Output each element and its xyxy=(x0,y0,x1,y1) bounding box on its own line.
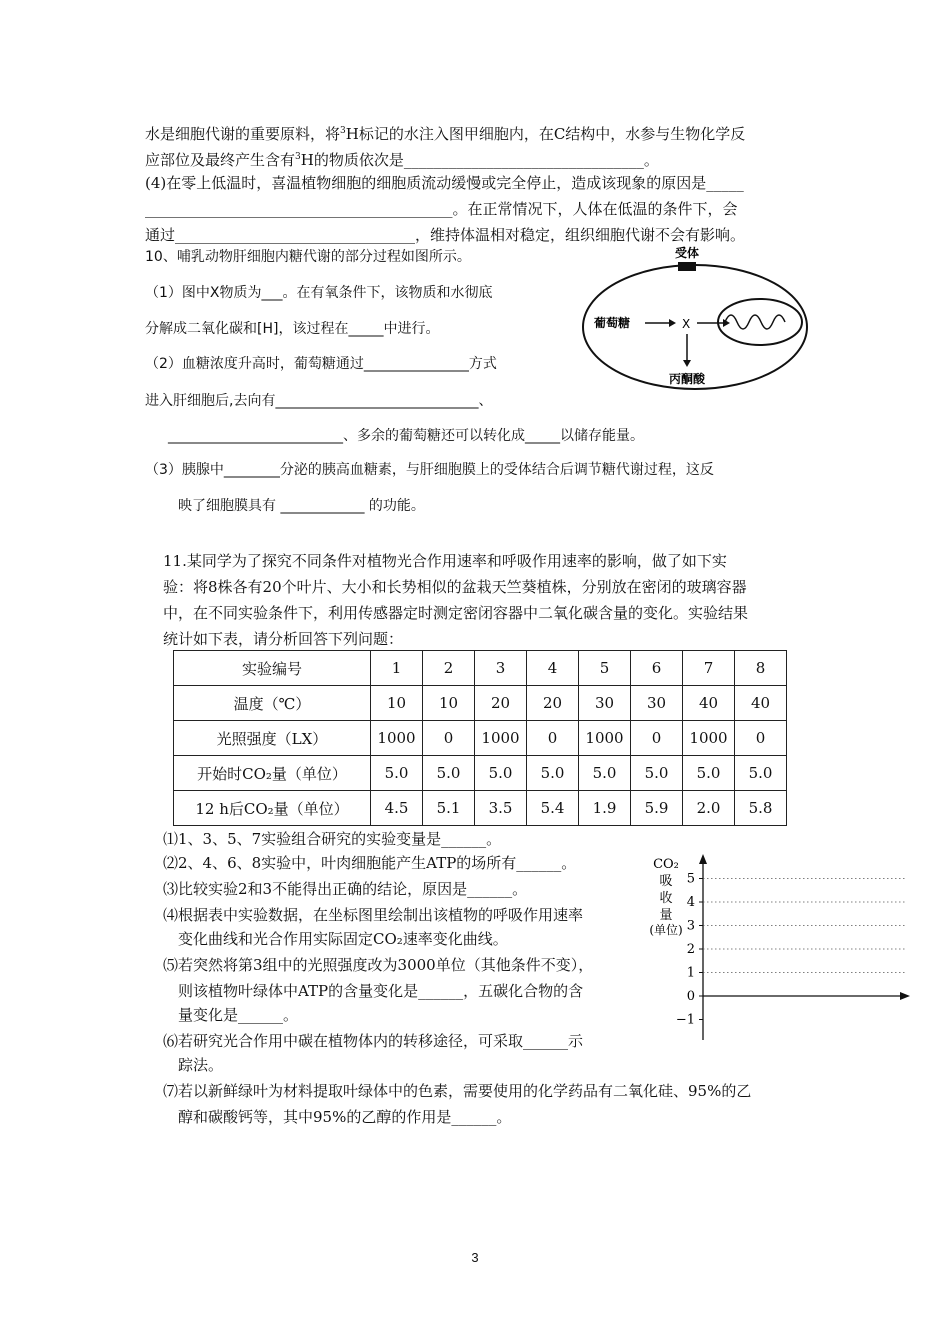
table-cell: 1000 xyxy=(683,721,735,756)
q9-text: 应部位及最终产生含有 xyxy=(145,151,296,169)
table-cell: 3 xyxy=(475,651,527,686)
q11-sub-4b: 变化曲线和光合作用实际固定CO₂速率变化曲线。 xyxy=(178,930,508,948)
pyruvate-label: 丙酮酸 xyxy=(668,372,706,386)
q10-title: 10、哺乳动物肝细胞内糖代谢的部分过程如图所示。 xyxy=(145,249,471,265)
graph-tick-label: 0 xyxy=(686,989,695,1004)
table-row-header: 温度（℃） xyxy=(174,686,371,721)
table-cell: 20 xyxy=(475,686,527,721)
table-cell: 2.0 xyxy=(683,791,735,826)
mitochondrion-cristae xyxy=(725,315,785,329)
table-cell: 0 xyxy=(423,721,475,756)
graph-tick-label: 5 xyxy=(686,871,695,887)
table-cell: 3.5 xyxy=(475,791,527,826)
table-cell: 0 xyxy=(527,721,579,756)
q9-line-5: 通过________________________________，维持体温相对稳定，组织细胞代谢不会有影响。 xyxy=(145,226,746,244)
q11-sub-7b: 醇和碳酸钙等，其中95%的乙醇的作用是______。 xyxy=(178,1108,512,1126)
table-cell: 5.0 xyxy=(475,756,527,791)
q10-p2c: _________________________、多余的葡萄糖还可以转化成_____以储存能量。 xyxy=(168,428,644,444)
q11-sub-5b: 则该植物叶绿体中ATP的含量变化是______，五碳化合物的含 xyxy=(178,982,584,1000)
table-cell: 1000 xyxy=(579,721,631,756)
q11-sub-7a: ⑺若以新鲜绿叶为材料提取叶绿体中的色素，需要使用的化学药品有二氧化硅、95%的乙 xyxy=(163,1082,752,1100)
superscript: 3 xyxy=(295,152,301,162)
table-row xyxy=(174,721,787,756)
q11-sub-5c: 量变化是______。 xyxy=(178,1006,299,1024)
graph-tick-label: 4 xyxy=(686,895,695,910)
table-cell: 30 xyxy=(631,686,683,721)
q11-sub-5a: ⑸若突然将第3组中的光照强度改为3000单位（其他条件不变）， xyxy=(163,956,594,974)
q11-sub-6b: 踪法。 xyxy=(178,1056,224,1074)
q11-sub-1: ⑴1、3、5、7实验组合研究的实验变量是______。 xyxy=(163,830,502,848)
table-cell: 30 xyxy=(579,686,631,721)
table-cell: 10 xyxy=(371,686,423,721)
graph-ylabel-2: 吸 xyxy=(659,874,673,889)
q9-line-1 xyxy=(145,120,745,145)
table-cell: 5.0 xyxy=(579,756,631,791)
q10-p3b: 映了细胞膜具有 ____________ 的功能。 xyxy=(178,498,425,514)
table-cell: 20 xyxy=(527,686,579,721)
receptor-icon xyxy=(678,262,696,271)
mitochondrion-outer xyxy=(718,299,802,345)
table-cell: 5.0 xyxy=(527,756,579,791)
table-cell: 5.8 xyxy=(735,791,787,826)
table-row xyxy=(174,791,787,826)
graph-ylabel-co2: CO₂ xyxy=(653,857,679,872)
q9-line-2 xyxy=(145,146,659,171)
table-cell: 1000 xyxy=(371,721,423,756)
superscript: 3 xyxy=(340,126,346,136)
glucose-label: 葡萄糖 xyxy=(594,316,631,330)
table-cell: 4 xyxy=(527,651,579,686)
q11-line-2: 验：将8株各有20个叶片、大小和长势相似的盆栽天竺葵植株，分别放在密闭的玻璃容器 xyxy=(163,578,747,596)
table-cell: 5.0 xyxy=(423,756,475,791)
q11-sub-4a: ⑷根据表中实验数据，在坐标图里绘制出该植物的呼吸作用速率 xyxy=(163,906,584,924)
table-cell: 40 xyxy=(683,686,735,721)
receptor-label: 受体 xyxy=(674,246,700,260)
table-row xyxy=(174,756,787,791)
graph-ylabel-3: 收 xyxy=(659,891,673,906)
table-cell: 40 xyxy=(735,686,787,721)
table-row xyxy=(174,686,787,721)
q10-p1a: （1）图中X物质为___。在有氧条件下，该物质和水彻底 xyxy=(145,285,493,301)
table-cell: 5.0 xyxy=(735,756,787,791)
table-row xyxy=(174,651,787,686)
q11-sub-6a: ⑹若研究光合作用中碳在植物体内的转移途径，可采取______示 xyxy=(163,1032,584,1050)
q10-p2a: （2）血糖浓度升高时，葡萄糖通过_______________方式 xyxy=(145,356,497,372)
table-cell: 4.5 xyxy=(371,791,423,826)
table-cell: 6 xyxy=(631,651,683,686)
table-cell: 10 xyxy=(423,686,475,721)
graph-ylabel-5: (单位) xyxy=(649,923,683,937)
table-cell: 7 xyxy=(683,651,735,686)
q11-sub-2: ⑵2、4、6、8实验中，叶肉细胞能产生ATP的场所有______。 xyxy=(163,854,577,872)
graph-tick-label: −1 xyxy=(675,1012,695,1028)
q9-text: H的物质依次是________________________________。 xyxy=(300,151,659,169)
table-cell: 8 xyxy=(735,651,787,686)
table-row-header: 开始时CO₂量（单位） xyxy=(174,756,371,791)
q11-line-3: 中，在不同实验条件下，利用传感器定时测定密闭容器中二氧化碳含量的变化。实验结果 xyxy=(163,604,749,622)
q9-line-3: (4)在零上低温时，喜温植物细胞的细胞质流动缓慢或完全停止，造成该现象的原因是_____ xyxy=(145,174,744,192)
table-cell: 1 xyxy=(371,651,423,686)
page-number: 3 xyxy=(471,1250,479,1265)
experiment-table xyxy=(173,650,787,826)
q10-p3a: （3）胰腺中________分泌的胰高血糖素，与肝细胞膜上的受体结合后调节糖代谢过程，这反 xyxy=(145,462,714,478)
x-to-pyruvate-arrowhead xyxy=(683,360,691,367)
table-row-header: 光照强度（LX） xyxy=(174,721,371,756)
table-row-header: 实验编号 xyxy=(174,651,371,686)
table-row-header: 12 h后CO₂量（单位） xyxy=(174,791,371,826)
table-cell: 0 xyxy=(735,721,787,756)
q11-line-1: 11.某同学为了探究不同条件对植物光合作用速率和呼吸作用速率的影响，做了如下实 xyxy=(163,552,727,570)
table-cell: 5.0 xyxy=(631,756,683,791)
q9-line-4: _________________________________________。在正常情况下，人体在低温的条件下，会 xyxy=(145,200,738,218)
x-label: X xyxy=(682,317,691,331)
q11-sub-3: ⑶比较实验2和3不能得出正确的结论，原因是______。 xyxy=(163,880,528,898)
table-cell: 5.0 xyxy=(371,756,423,791)
table-cell: 1000 xyxy=(475,721,527,756)
graph-x-arrowhead xyxy=(900,992,910,1000)
graph-tick-label: 1 xyxy=(686,965,695,981)
graph-tick-label: 3 xyxy=(686,918,695,934)
q11-line-4: 统计如下表，请分析回答下列问题： xyxy=(163,630,404,648)
table-cell: 2 xyxy=(423,651,475,686)
table-cell: 5.4 xyxy=(527,791,579,826)
q9-text: 水是细胞代谢的重要原料，将 xyxy=(145,125,341,143)
graph-y-arrowhead xyxy=(699,854,707,864)
q10-p1b: 分解成二氧化碳和[H]，该过程在_____中进行。 xyxy=(145,321,440,337)
table-cell: 1.9 xyxy=(579,791,631,826)
table-cell: 5.1 xyxy=(423,791,475,826)
table-cell: 0 xyxy=(631,721,683,756)
table-cell: 5 xyxy=(579,651,631,686)
q9-text: H标记的水注入图甲细胞内，在C结构中，水参与生物化学反 xyxy=(345,125,746,143)
table-cell: 5.0 xyxy=(683,756,735,791)
co2-coordinate-graph xyxy=(640,850,915,1050)
glucose-arrowhead xyxy=(669,319,676,327)
graph-ylabel-4: 量 xyxy=(659,908,673,923)
graph-tick-label: 2 xyxy=(686,942,695,957)
q10-p2b: 进入肝细胞后,去向有_____________________________、 xyxy=(145,393,493,409)
table-cell: 5.9 xyxy=(631,791,683,826)
liver-cell-diagram xyxy=(575,240,815,400)
